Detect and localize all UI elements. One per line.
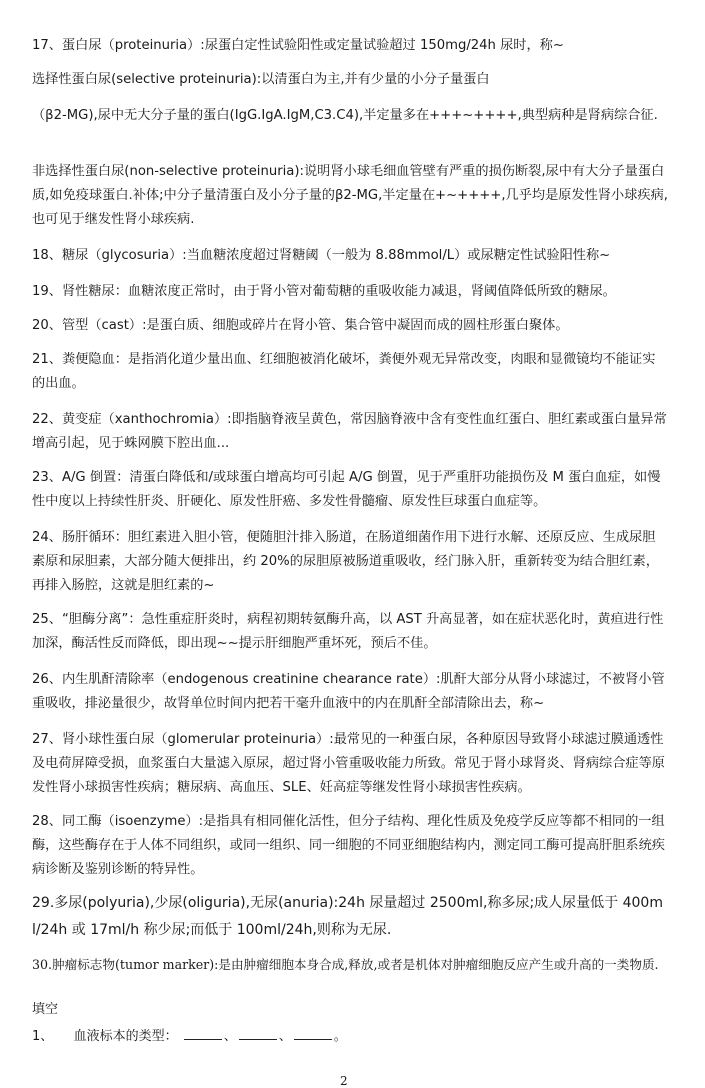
end-mark: 。 [333, 1029, 347, 1044]
item-23: 23、A/G 倒置：清蛋白降低和/或球蛋白增高均可引起 A/G 倒置，见于严重肝功能损伤及 M 蛋白血症，如慢性中度以上持续性肝炎、肝硬化、原发性肝癌、多发性骨髓瘤、原发性巨球蛋白血症等。 [32, 470, 661, 509]
fill-in-question-1 [32, 1026, 347, 1047]
item-17-nonselective: 非选择性蛋白尿(non-selective proteinuria):说明肾小球毛细血管壁有严重的损伤断裂,尿中有大分子量蛋白质,如免疫球蛋白.补体;中分子量清蛋白及小分子量的β2-MG,半定量在+~++++,几乎均是原发性肾小球疾病,也可见于继发性肾小球疾病. [32, 164, 668, 227]
item-26: 26、内生肌酐清除率（endogenous creatinine chearance rate）:肌酐大部分从肾小球滤过，不被肾小管重吸收，排泌量很少，故肾单位时间内把若干毫升血液中的内在肌酐全部清除出去，称~ [32, 672, 665, 711]
item-21: 21、粪便隐血：是指消化道少量出血、红细胞被消化破坏，粪便外观无异常改变，肉眼和显微镜均不能证实的出血。 [32, 352, 656, 391]
item-28: 28、同工酶（isoenzyme）:是指具有相同催化活性，但分子结构、理化性质及免疫学反应等都不相同的一组酶，这些酶存在于人体不同组织，或同一组织、同一细胞的不同亚细胞结构内，测定同工酶可提高肝胆系统疾病诊断及鉴别诊断的特异性。 [32, 814, 665, 877]
item-17-selective-cont: （β2-MG),尿中无大分子量的蛋白(IgG.IgA.IgM,C3.C4),半定量多在+++~++++,典型病种是肾病综合征. [32, 108, 658, 123]
item-27: 27、肾小球性蛋白尿（glomerular proteinuria）:最常见的一种蛋白尿，各种原因导致肾小球滤过膜通透性及电荷屏障受损，血浆蛋白大量滤入原尿，超过肾小管重吸收能力所致。常见于肾小球肾炎、肾病综合症等原发性肾小球损害性疾病；糖尿病、高血压、SLE、妊高症等继发性肾小球损害性疾病。 [32, 732, 665, 795]
item-17: 17、蛋白尿（proteinuria）:尿蛋白定性试验阳性或定量试验超过 150mg/24h 尿时，称~ [32, 38, 564, 53]
blank-2[interactable] [239, 1026, 277, 1040]
question-text: 血液标本的类型： [73, 1029, 178, 1044]
question-number: 1、 [32, 1029, 54, 1044]
item-25: 25、“胆酶分离”：急性重症肝炎时，病程初期转氨酶升高，以 AST 升高显著，如在症状恶化时，黄疸进行性加深，酶活性反而降低，即出现~~提示肝细胞严重坏死，预后不佳。 [32, 612, 664, 651]
item-19: 19、肾性糖尿：血糖浓度正常时，由于肾小管对葡萄糖的重吸收能力减退，肾阈值降低所致的糖尿。 [32, 284, 616, 299]
separator-2: 、 [278, 1029, 292, 1044]
item-17-selective: 选择性蛋白尿(selective proteinuria):以清蛋白为主,并有少量的小分子量蛋白 [32, 72, 490, 87]
blank-1[interactable] [184, 1026, 222, 1040]
separator-1: 、 [223, 1029, 237, 1044]
page-number: 2 [340, 1074, 348, 1088]
item-24: 24、肠肝循环：胆红素进入胆小管，便随胆汁排入肠道，在肠道细菌作用下进行水解、还原反应、生成尿胆素原和尿胆素，大部分随大便排出，约 20%的尿胆原被肠道重吸收，经门脉入肝，重新转变为结合胆红素，再排入肠腔，这就是胆红素的~ [32, 530, 659, 593]
item-29: 29.多尿(polyuria),少尿(oliguria),无尿(anuria):24h 尿量超过 2500ml,称多尿;成人尿量低于 400ml/24h 或 17ml/h 称少尿;而低于 100ml/24h,则称为无尿. [32, 895, 663, 938]
item-18: 18、糖尿（glycosuria）:当血糖浓度超过肾糖阈（一般为 8.88mmol/L）或尿糖定性试验阳性称~ [32, 248, 611, 263]
item-20: 20、管型（cast）:是蛋白质、细胞或碎片在肾小管、集合管中凝固而成的圆柱形蛋白聚体。 [32, 318, 569, 333]
item-30: 30.肿瘤标志物(tumor marker):是由肿瘤细胞本身合成,释放,或者是机体对肿瘤细胞反应产生或升高的一类物质. [32, 957, 659, 972]
item-22: 22、黄变症（xanthochromia）:即指脑脊液呈黄色，常因脑脊液中含有变性血红蛋白、胆红素或蛋白量异常增高引起，见于蛛网膜下腔出血... [32, 412, 667, 451]
section-heading-fill-in: 填空 [32, 1002, 59, 1017]
blank-3[interactable] [294, 1026, 332, 1040]
